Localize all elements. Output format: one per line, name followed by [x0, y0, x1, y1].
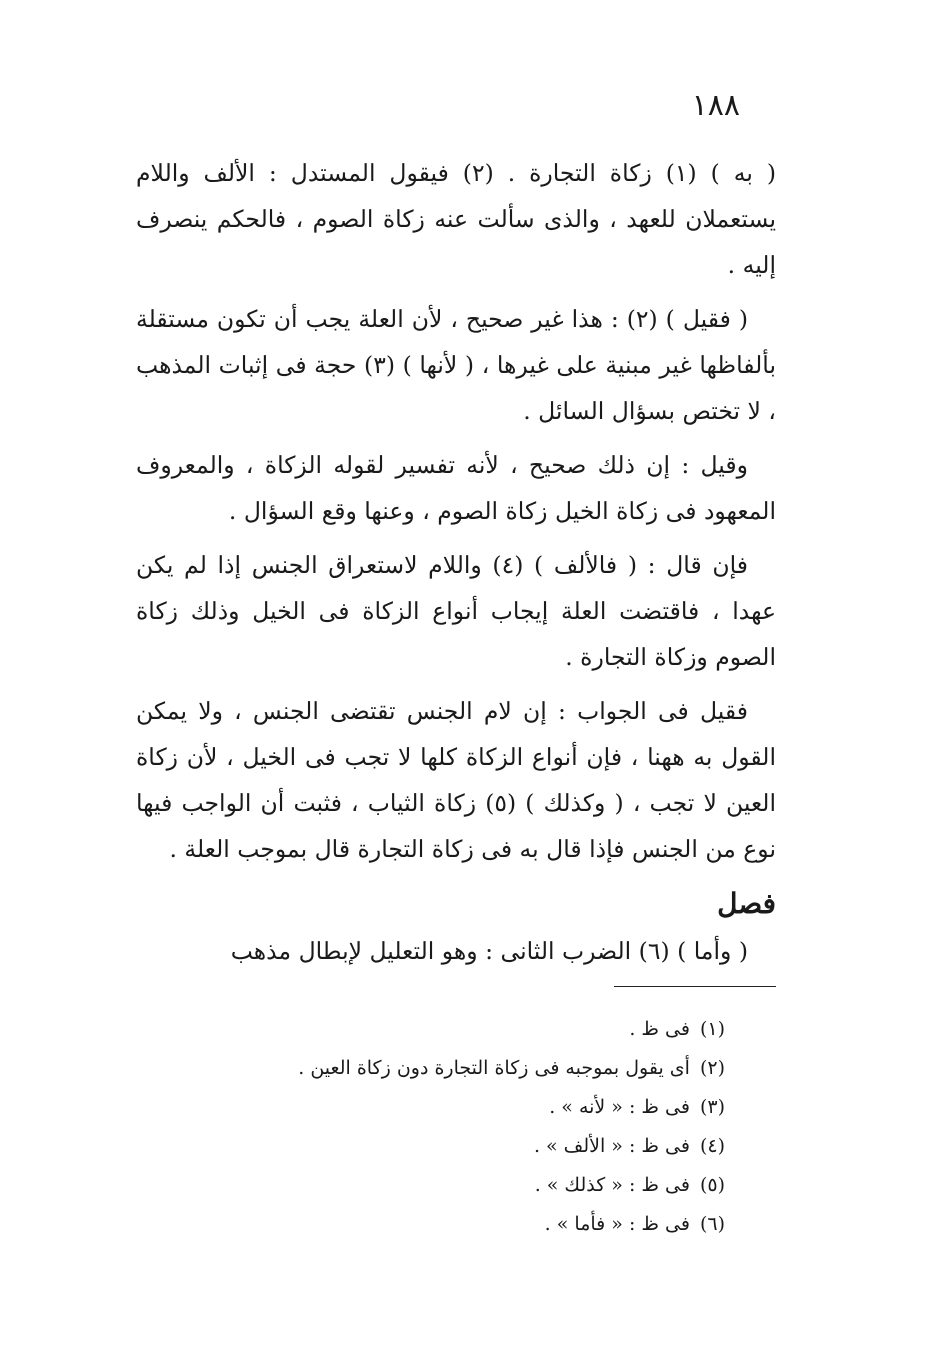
paragraph-4: فإن قال : ( فالألف ) (٤) واللام لاستعراق الجنس إذا لم يكن عهدا ، فاقتضت العلة إيجاب أنواع الزكاة فى الخيل وذلك زكاة الصوم وزكاة التجارة .	[136, 551, 776, 671]
footnote-3	[150, 1088, 725, 1127]
footnote-1	[150, 1010, 725, 1049]
main-text	[136, 150, 776, 982]
footnote-number: (٣)	[699, 1096, 725, 1118]
footnote-divider	[614, 986, 776, 987]
footnote-5	[150, 1166, 725, 1205]
footnote-number: (٢)	[699, 1057, 725, 1079]
footnote-text: فى ظ : « لأنه » .	[549, 1096, 690, 1118]
footnote-text: فى ظ : « فأما » .	[544, 1213, 690, 1235]
footnote-number: (٤)	[699, 1135, 725, 1157]
page-number: ١٨٨	[691, 88, 740, 123]
footnote-text: فى ظ : « الألف » .	[533, 1135, 690, 1157]
footnote-number: (٦)	[699, 1213, 725, 1235]
footnote-number: (٥)	[699, 1174, 725, 1196]
footnote-number: (١)	[699, 1018, 725, 1040]
paragraph-2: ( فقيل ) (٢) : هذا غير صحيح ، لأن العلة يجب أن تكون مستقلة بألفاظها غير مبنية على غيرها ، ( لأنها ) (٣) حجة فى إثبات المذهب ، لا تختص بسؤال السائل .	[136, 305, 776, 425]
footnote-2	[150, 1049, 725, 1088]
footnotes	[150, 1010, 725, 1244]
footnote-text: فى ظ : « كذلك » .	[534, 1174, 690, 1196]
closing-paragraph: ( وأما ) (٦) الضرب الثانى : وهو التعليل لإبطال مذهب	[230, 937, 748, 965]
section-heading: فصل	[717, 887, 776, 920]
footnote-text: فى ظ .	[629, 1018, 690, 1040]
footnote-6	[150, 1205, 725, 1244]
footnote-text: أى يقول بموجبه فى زكاة التجارة دون زكاة العين .	[298, 1057, 690, 1079]
paragraph-1: ( به ) (١) زكاة التجارة . (٢) فيقول المستدل : الألف واللام يستعملان للعهد ، والذى سألت عنه زكاة الصوم ، فالحكم ينصرف إليه .	[136, 159, 776, 279]
paragraph-3: وقيل : إن ذلك صحيح ، لأنه تفسير لقوله الزكاة ، والمعروف المعهود فى زكاة الخيل زكاة الصوم ، وعنها وقع السؤال .	[136, 451, 776, 525]
footnote-4	[150, 1127, 725, 1166]
paragraph-5: فقيل فى الجواب : إن لام الجنس تقتضى الجنس ، ولا يمكن القول به ههنا ، فإن أنواع الزكاة كلها لا تجب فى الخيل ، لأن زكاة العين لا تجب ، ( وكذلك ) (٥) زكاة الثياب ، فثبت أن الواجب فيها نوع من الجنس فإذا قال به فى زكاة التجارة قال بموجب العلة .	[136, 697, 776, 863]
